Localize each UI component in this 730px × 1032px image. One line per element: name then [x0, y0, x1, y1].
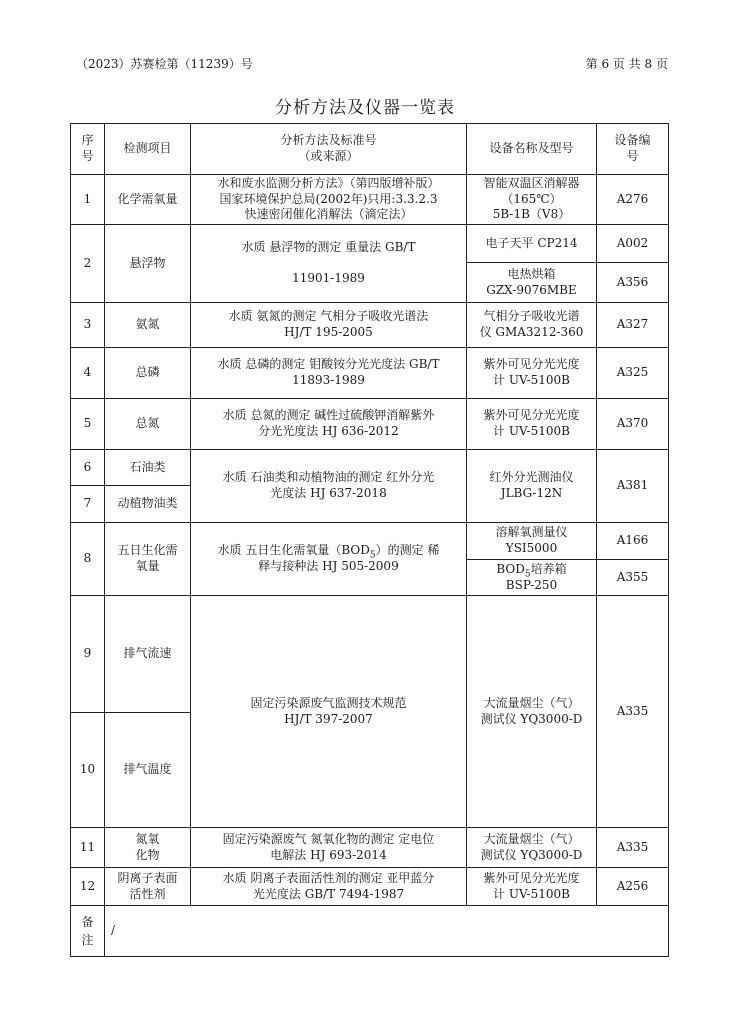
header-equipment: 设备名称及型号: [467, 124, 597, 175]
row-no: 9: [71, 596, 105, 713]
row-method: 水和废水监测分析方法》（第四版增补版） 国家环境保护总局(2002年)只用:3.3.2.3 快速密闭催化消解法（滴定法）: [191, 175, 467, 225]
methods-table: [70, 123, 669, 957]
row-item: 石油类: [105, 450, 191, 486]
row-code: A356: [597, 263, 669, 303]
row-method: 固定污染源废气 氮氧化物的测定 定电位 电解法 HJ 693-2014: [191, 828, 467, 868]
row-item: 总磷: [105, 348, 191, 399]
row-code: A335: [597, 596, 669, 828]
row-item: 氨氮: [105, 303, 191, 348]
row-code: A335: [597, 828, 669, 868]
row-code: A325: [597, 348, 669, 399]
notes-text: /: [105, 906, 669, 957]
table-row: [71, 596, 669, 713]
table-row: [71, 175, 669, 225]
row-no: 2: [71, 225, 105, 303]
row-no: 4: [71, 348, 105, 399]
row-equipment: 大流量烟尘（气） 测试仪 YQ3000-D: [467, 828, 597, 868]
row-no: 6: [71, 450, 105, 486]
row-no: 10: [71, 713, 105, 828]
table-header-row: [71, 124, 669, 175]
row-item: 排气温度: [105, 713, 191, 828]
row-method: 固定污染源废气监测技术规范 HJ/T 397-2007: [191, 596, 467, 828]
header-method: 分析方法及标准号 （或来源）: [191, 124, 467, 175]
row-item: 化学需氧量: [105, 175, 191, 225]
row-no: 1: [71, 175, 105, 225]
table-row: [71, 225, 669, 263]
row-code: A370: [597, 399, 669, 450]
table-row: [71, 399, 669, 450]
row-equipment: 大流量烟尘（气） 测试仪 YQ3000-D: [467, 596, 597, 828]
page-info: 第 6 页 共 8 页: [585, 57, 668, 71]
report-number: （2023）苏赛检第（11239）号: [76, 57, 253, 71]
row-code: A355: [597, 560, 669, 596]
row-item: 悬浮物: [105, 225, 191, 303]
row-code: A276: [597, 175, 669, 225]
table-row: [71, 450, 669, 486]
header-no: 序 号: [71, 124, 105, 175]
page-title: 分析方法及仪器一览表: [275, 98, 455, 118]
row-equipment: 溶解氧测量仪 YSI5000: [467, 523, 597, 560]
row-equipment: 电子天平 CP214: [467, 225, 597, 263]
notes-row: [71, 906, 669, 957]
row-code: A166: [597, 523, 669, 560]
notes-label: 备 注: [71, 906, 105, 957]
row-code: A256: [597, 868, 669, 906]
row-equipment: $BOD_5$培养箱 BSP-250: [467, 560, 597, 596]
header-item: 检测项目: [105, 124, 191, 175]
row-equipment: 气相分子吸收光谱 仪 GMA3212-360: [467, 303, 597, 348]
table-row: [71, 303, 669, 348]
row-method: 水质 悬浮物的测定 重量法 GB/T 11901-1989: [191, 225, 467, 303]
row-equipment: 紫外可见分光光度 计 UV-5100B: [467, 868, 597, 906]
row-no: 12: [71, 868, 105, 906]
row-method: 水质 总磷的测定 钼酸铵分光光度法 GB/T 11893-1989: [191, 348, 467, 399]
header-code: 设备编 号: [597, 124, 669, 175]
row-equipment: 电热烘箱 GZX-9076MBE: [467, 263, 597, 303]
row-item: 动植物油类: [105, 486, 191, 523]
row-equipment: 紫外可见分光光度 计 UV-5100B: [467, 348, 597, 399]
row-equipment: 紫外可见分光光度 计 UV-5100B: [467, 399, 597, 450]
row-item: 阴离子表面 活性剂: [105, 868, 191, 906]
row-no: 11: [71, 828, 105, 868]
table-row: [71, 828, 669, 868]
row-method: 水质 石油类和动植物油的测定 红外分光 光度法 HJ 637-2018: [191, 450, 467, 523]
table-row: [71, 523, 669, 560]
row-method: 水质 氨氮的测定 气相分子吸收光谱法 HJ/T 195-2005: [191, 303, 467, 348]
row-code: A381: [597, 450, 669, 523]
table-row: [71, 868, 669, 906]
row-code: A002: [597, 225, 669, 263]
row-method: 水质 阴离子表面活性剂的测定 亚甲蓝分 光光度法 GB/T 7494-1987: [191, 868, 467, 906]
row-item: 氮氧 化物: [105, 828, 191, 868]
row-method: 水质 五日生化需氧量$(BOD_5)$的测定 稀 释与接种法 HJ 505-2009: [191, 523, 467, 596]
row-item: 总氮: [105, 399, 191, 450]
table-row: [71, 348, 669, 399]
row-item: 五日生化需 氧量: [105, 523, 191, 596]
row-no: 3: [71, 303, 105, 348]
row-item: 排气流速: [105, 596, 191, 713]
row-equipment: 智能双温区消解器 （165℃） 5B-1B（V8）: [467, 175, 597, 225]
row-no: 7: [71, 486, 105, 523]
row-method: 水质 总氮的测定 碱性过硫酸钾消解紫外 分光光度法 HJ 636-2012: [191, 399, 467, 450]
row-equipment: 红外分光测油仪 JLBG-12N: [467, 450, 597, 523]
row-code: A327: [597, 303, 669, 348]
row-no: 8: [71, 523, 105, 596]
row-no: 5: [71, 399, 105, 450]
